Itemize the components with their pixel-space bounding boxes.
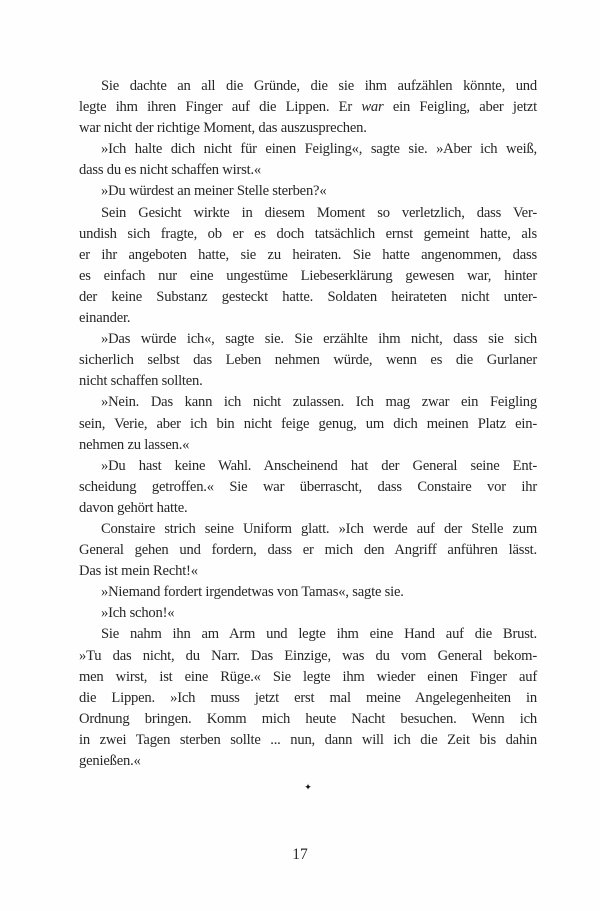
text-line: dass du es nicht schaffen wirst.« xyxy=(79,162,261,179)
body-text xyxy=(79,76,537,772)
paragraph xyxy=(79,603,537,624)
paragraph xyxy=(79,519,537,582)
text-line: sein, Verie, aber ich bin nicht feige genug, um dich meinen Platz ein- xyxy=(79,415,537,432)
text-line: »Niemand fordert irgendetwas von Tamas«, sagte sie. xyxy=(101,584,404,601)
paragraph xyxy=(79,456,537,519)
text-line: nehmen zu lassen.« xyxy=(79,436,190,453)
text-line: »Tu das nicht, du Narr. Das Einzige, was du vom General bekom- xyxy=(79,647,537,664)
text-line: Constaire strich seine Uniform glatt. »Ich werde auf der Stelle zum xyxy=(101,520,537,537)
text-line: undish sich fragte, ob er es doch tatsächlich ernst gemeint hatte, als xyxy=(79,225,537,242)
text-line: General gehen und fordern, dass er mich den Angriff anführen lässt. xyxy=(79,542,537,559)
text-line: Sie dachte an all die Gründe, die sie ihm aufzählen könnte, und xyxy=(101,78,537,94)
paragraph xyxy=(79,181,537,202)
text-line: Ordnung bringen. Komm mich heute Nacht besuchen. Wenn ich xyxy=(79,710,537,727)
text-line: die Lippen. »Ich muss jetzt erst mal meine Angelegenheiten in xyxy=(79,689,537,706)
italic-text: war xyxy=(361,99,384,116)
paragraph xyxy=(79,76,537,139)
text-line: »Ich halte dich nicht für einen Feigling«, sagte sie. »Aber ich weiß, xyxy=(101,141,537,158)
text-line: »Nein. Das kann ich nicht zulassen. Ich mag zwar ein Feigling xyxy=(101,394,537,411)
text-line: Das ist mein Recht!« xyxy=(79,563,198,580)
paragraph xyxy=(79,203,537,330)
text-line: davon gehört hatte. xyxy=(79,499,188,516)
paragraph xyxy=(79,139,537,181)
text-line: scheidung getroffen.« Sie war überrascht, dass Constaire vor ihr xyxy=(79,478,537,495)
text-line: der keine Substanz gesteckt hatte. Soldaten heirateten nicht unter- xyxy=(79,288,537,305)
paragraph xyxy=(79,329,537,392)
text-line xyxy=(79,97,537,118)
text-line: Sein Gesicht wirkte in diesem Moment so verletzlich, dass Ver- xyxy=(101,204,537,221)
text-line: »Das würde ich«, sagte sie. Sie erzählte ihm nicht, dass sie sich xyxy=(101,331,537,348)
text-segment: legte ihm ihren Finger auf die Lippen. Er xyxy=(79,99,362,116)
paragraph xyxy=(79,392,537,455)
text-line: er ihr angeboten hatte, sie zu heiraten. Sie hatte angenommen, dass xyxy=(79,246,537,263)
page-number: 17 xyxy=(292,846,308,863)
text-segment: ein Feigling, aber jetzt xyxy=(383,99,538,116)
text-line: Sie nahm ihn am Arm und legte ihm eine Hand auf die Brust. xyxy=(101,626,537,643)
text-line: war nicht der richtige Moment, das auszusprechen. xyxy=(79,120,367,137)
text-line: einander. xyxy=(79,310,131,327)
paragraph xyxy=(79,624,537,772)
text-line: »Du würdest an meiner Stelle sterben?« xyxy=(101,183,327,200)
text-line: in zwei Tagen sterben sollte ... nun, dann will ich die Zeit bis dahin xyxy=(79,731,537,748)
text-line: nicht schaffen sollten. xyxy=(79,373,203,390)
text-line: sicherlich selbst das Leben nehmen würde, wenn es die Gurlaner xyxy=(79,352,537,369)
paragraph xyxy=(79,582,537,603)
text-line: men wirst, ist eine Rüge.« Sie legte ihm wieder einen Finger auf xyxy=(79,668,537,685)
section-break-ornament: ✦ xyxy=(304,782,312,792)
text-line: genießen.« xyxy=(79,753,141,769)
text-line: es einfach nur eine ungestüme Liebeserklärung gewesen war, hinter xyxy=(79,267,537,284)
text-line: »Ich schon!« xyxy=(101,605,175,622)
text-line: »Du hast keine Wahl. Anscheinend hat der General seine Ent- xyxy=(101,457,537,474)
